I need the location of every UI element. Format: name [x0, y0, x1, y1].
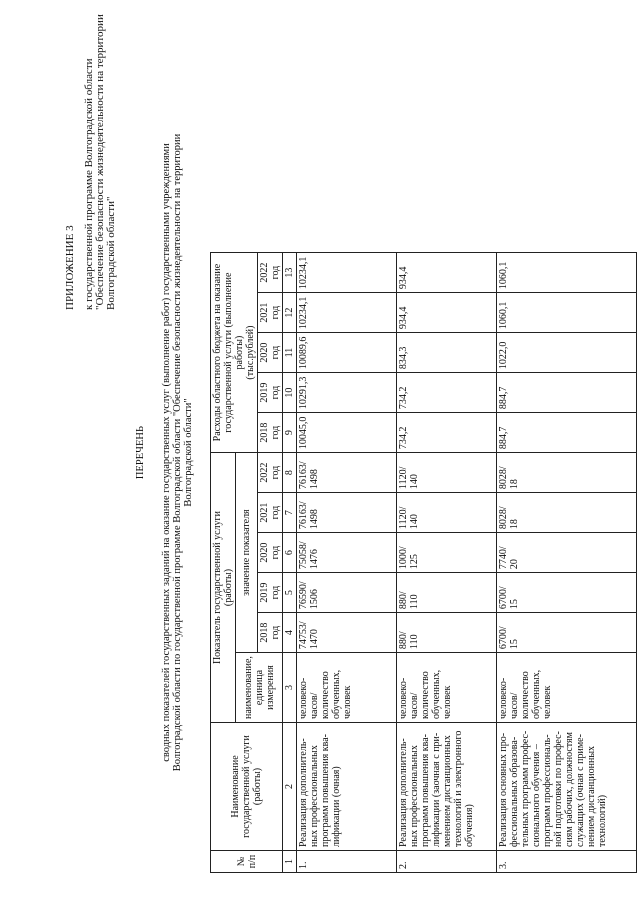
col-number: 3 [283, 653, 297, 723]
col-number: 4 [283, 613, 297, 653]
row-number: 1. [297, 851, 397, 873]
col-number: 5 [283, 573, 297, 613]
header-year: 2022 год [258, 453, 283, 493]
unit-cell: человеко- часов/ количество обученных, человек [497, 653, 637, 723]
value-cell: 1120/ 140 [397, 453, 497, 493]
header-year: 2020 год [258, 333, 283, 373]
document-title: ПЕРЕЧЕНЬ [135, 425, 146, 480]
header-expenses: Расходы областного бюджета на оказание государственной услуги (выполнение работы) (тыс.рублей) [211, 253, 258, 453]
value-cell: 75058/ 1476 [297, 533, 397, 573]
value-cell: 6700/ 15 [497, 573, 637, 613]
header-num: № п/п [211, 851, 283, 873]
col-number: 7 [283, 493, 297, 533]
col-number: 8 [283, 453, 297, 493]
value-cell: 1120/ 140 [397, 493, 497, 533]
appendix-title: ПРИЛОЖЕНИЕ 3 [64, 225, 76, 310]
expense-cell: 734,2 [397, 413, 497, 453]
col-number: 2 [283, 723, 297, 851]
header-indicator: Показатель государственной услуги (работы) [211, 453, 236, 723]
row-number: 3. [497, 851, 637, 873]
value-cell: 76163/ 1498 [297, 453, 397, 493]
expense-cell: 734,2 [397, 373, 497, 413]
unit-cell: человеко- часов/ количество обученных, человек [297, 653, 397, 723]
value-cell: 6700/ 15 [497, 613, 637, 653]
expense-cell: 884,7 [497, 373, 637, 413]
expense-cell: 884,7 [497, 413, 637, 453]
value-cell: 880/ 110 [397, 613, 497, 653]
col-number: 9 [283, 413, 297, 453]
value-cell: 7740/ 20 [497, 533, 637, 573]
document-subtitle-1: сводных показателей государственных заданий на оказание государственных услуг (выполнение работ) государственными учреждениями [161, 143, 172, 762]
services-table [210, 252, 637, 873]
service-name: Реализация дополнитель- ных профессиональных программ повышения ква- лификации (заочная с при- менением дистанционных технологий и электронного обучения) [397, 723, 497, 851]
header-year: 2018 год [258, 413, 283, 453]
col-number: 11 [283, 333, 297, 373]
appendix-line-3: Волгоградской области" [105, 196, 117, 310]
value-cell: 880/ 110 [397, 573, 497, 613]
header-year: 2020 год [258, 533, 283, 573]
value-cell: 76163/ 1498 [297, 493, 397, 533]
appendix-line-1: к государственной программе Волгоградской области [83, 58, 95, 310]
expense-cell: 10234,1 [297, 253, 397, 293]
row-number: 2. [397, 851, 497, 873]
col-number: 10 [283, 373, 297, 413]
col-number: 1 [283, 851, 297, 873]
column-number-row [283, 253, 297, 873]
expense-cell: 10045,0 [297, 413, 397, 453]
table-row [497, 253, 637, 873]
appendix-line-2: "Обеспечение безопасности жизнедеятельности на территории [94, 14, 106, 310]
expense-cell: 834,3 [397, 333, 497, 373]
expense-cell: 934,4 [397, 253, 497, 293]
header-year: 2022 год [258, 253, 283, 293]
value-cell: 1000/ 125 [397, 533, 497, 573]
col-number: 13 [283, 253, 297, 293]
expense-cell: 1022,0 [497, 333, 637, 373]
expense-cell: 1060,1 [497, 293, 637, 333]
expense-cell: 10291,3 [297, 373, 397, 413]
expense-cell: 10089,6 [297, 333, 397, 373]
service-name: Реализация дополнитель- ных профессиональных программ повышения ква- лификации (очная) [297, 723, 397, 851]
header-year: 2019 год [258, 573, 283, 613]
expense-cell: 10234,1 [297, 293, 397, 333]
value-cell: 76590/ 1506 [297, 573, 397, 613]
table-row [397, 253, 497, 873]
document-subtitle-2: Волгоградской области по государственной программе Волгоградской области "Обеспечение безопасности жизнедеятельности на территории [172, 133, 183, 772]
service-name: Реализация основных про- фессиональных образова- тельных программ профес- сионального обучения – программ профессиональ- ной подготовки по профес- сиям рабочих, должностям служащих (очная с приме- нением дистанционных технологий) [497, 723, 637, 851]
header-service: Наименование государственной услуги (работы) [211, 723, 283, 851]
col-number: 6 [283, 533, 297, 573]
header-year: 2021 год [258, 493, 283, 533]
value-cell: 8028/ 18 [497, 453, 637, 493]
expense-cell: 1060,1 [497, 253, 637, 293]
unit-cell: человеко- часов/ количество обученных, человек [397, 653, 497, 723]
value-cell: 74753/ 1470 [297, 613, 397, 653]
header-unit: наименование, единица измерения [236, 653, 283, 723]
header-year: 2021 год [258, 293, 283, 333]
expense-cell: 934,4 [397, 293, 497, 333]
header-row-1 [211, 253, 236, 873]
table-row [297, 253, 397, 873]
header-value: значение показателя [236, 453, 258, 653]
document-subtitle-3: Волгоградской области" [183, 398, 194, 507]
value-cell: 8028/ 18 [497, 493, 637, 533]
header-year: 2018 год [258, 613, 283, 653]
col-number: 12 [283, 293, 297, 333]
header-year: 2019 год [258, 373, 283, 413]
